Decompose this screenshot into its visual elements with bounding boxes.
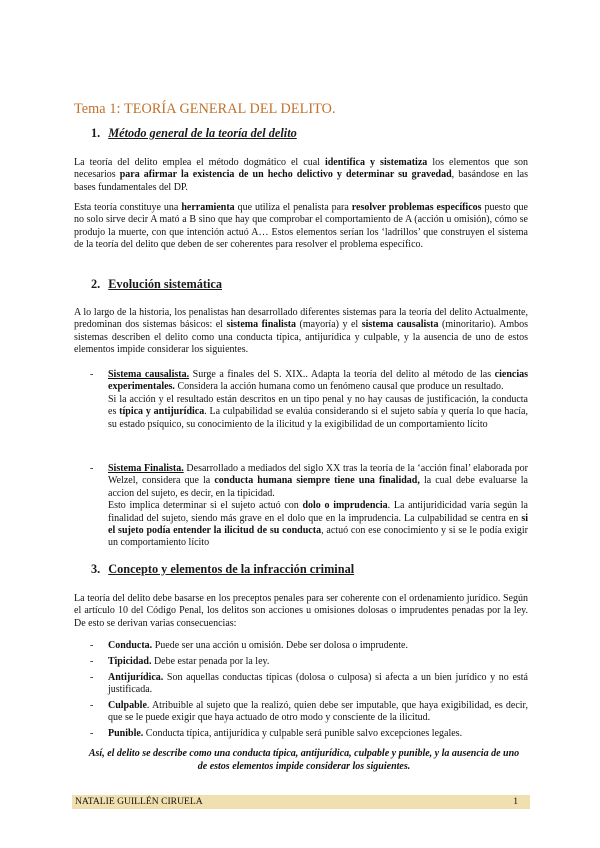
section-1-number: 1. xyxy=(91,126,101,140)
document-title: Tema 1: TEORÍA GENERAL DEL DELITO. xyxy=(74,101,336,117)
section-2-title: Evolución sistemática xyxy=(108,277,222,291)
section-3-heading xyxy=(91,562,531,577)
section-1-title: Método general de la teoría del delito xyxy=(108,126,297,140)
causalist-system-item: - Sistema causalista. Surge a finales del S. XIX.. Adapta la teoría del delito al método de las ciencias experimentales. Considera la acción humana como un fenómeno causal que produce un resultado. Si la acción y el resultado están descritos en un tipo penal y no hay causas de justificación, la conducta es típica y antijurídica. La culpabilidad se evalúa considerando si el sujeto sabía y quería lo que hacía, su estado psíquico, su conocimiento de la ilicitud y la exigibilidad de un comportamiento lícito xyxy=(90,369,528,430)
section-2-heading xyxy=(91,277,531,292)
s3-paragraph-1: La teoría del delito debe basarse en los preceptos penales para ser coherente con el ordenamiento jurídico. Según el artículo 10 del Código Penal, los delitos son acciones u omisiones dolosas o imprudentes penadas por la ley. De esto se derivan varias consecuencias: xyxy=(74,593,528,629)
conclusion: Así, el delito se describe como una conducta típica, antijurídica, culpable y punible, y la ausencia de uno de estos elementos impide considerar los siguientes. xyxy=(88,748,520,772)
finalist-label: Sistema Finalista. xyxy=(108,463,184,474)
s1-paragraph-1: La teoría del delito emplea el método dogmático el cual identifica y sistematiza los elementos que son necesarios para afirmar la existencia de un hecho delictivo y determinar su gravedad, basándose en las bases fundamentales del DP. xyxy=(74,157,529,193)
page-footer xyxy=(72,795,530,809)
section-3-number: 3. xyxy=(91,562,101,576)
element-tipicidad: - Tipicidad. Debe estar penada por la ley. xyxy=(90,656,270,667)
element-conducta: - Conducta. Puede ser una acción u omisión. Debe ser dolosa o imprudente. xyxy=(90,640,408,651)
section-3-title: Concepto y elementos de la infracción criminal xyxy=(108,562,355,576)
element-culpable: - Culpable. Atribuible al sujeto que la realizó, quien debe ser imputable, que haya exigibilidad, es decir, que se le puede exigir que haya actuado de otro modo y consciente de la ilicitud. xyxy=(90,700,528,724)
page-number: 1 xyxy=(513,796,518,807)
author-name: NATALIE GUILLÉN CIRUELA xyxy=(75,796,203,807)
finalist-system-item: - Sistema Finalista. Desarrollado a mediados del siglo XX tras la teoría de la ‘acción final’ elaborada por Welzel, considera que la conducta humana siempre tiene una finalidad, la cual debe evaluarse la accion del sujeto, es decir, en la tipicidad. Esto implica determinar si el sujeto actuó con dolo o imprudencia. La antijuridicidad varía según la finalidad del sujeto, siendo más grave en el dolo que en la imprudencia. La culpabilidad se centra en si el sujeto podía entender la ilicitud de su conducta, actuó con ese conocimiento y si se le podía exigir un comportamiento lícito xyxy=(90,463,528,549)
element-antijuridica: - Antijurídica. Son aquellas conductas típicas (dolosa o culposa) si afecta a un bien jurídico y no está justificada. xyxy=(90,672,528,696)
section-2-number: 2. xyxy=(91,277,101,291)
s2-paragraph-1: A lo largo de la historia, los penalistas han desarrollado diferentes sistemas para la teoría del delito Actualmente, predominan dos sistemas básicos: el sistema finalista (mayoría) y el sistema causalista (minoritario). Ambos sistemas describen el delito como una conducta típica, antijurídica y culpable, y la ausencia de uno de estos elementos impide considerar los siguientes. xyxy=(74,307,528,356)
s1-paragraph-2: Esta teoría constituye una herramienta que utiliza el penalista para resolver problemas específicos puesto que no solo sirve decir A mató a B sino que hay que comprobar el comportamiento de A (acción u omisión), cómo se produjo la muerte, con que intención actuó A… Estos elementos serían los ‘ladrillos’ que construyen el sistema de la teoría del delito que deben de ser coherentes para resolver el problema específico. xyxy=(74,202,528,251)
section-1-heading xyxy=(91,126,531,141)
causalist-label: Sistema causalista. xyxy=(108,369,190,380)
element-punible: - Punible. Conducta típica, antijurídica y culpable será punible salvo excepciones legales. xyxy=(90,728,463,739)
